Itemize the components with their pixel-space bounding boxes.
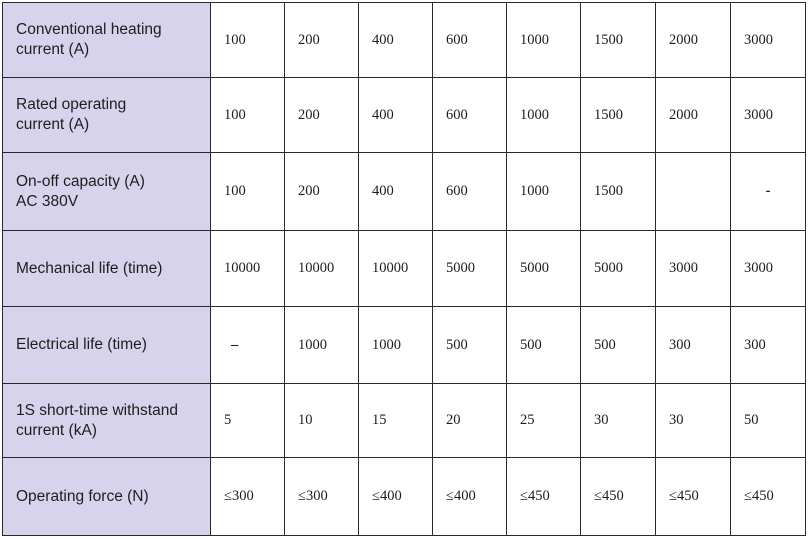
table-cell: 1500 (581, 3, 656, 78)
table-cell: 20 (433, 384, 507, 458)
row-header (3, 78, 211, 153)
table-cell: 400 (359, 3, 433, 78)
row-header (3, 231, 211, 307)
table-cell: 10000 (211, 231, 285, 307)
row-header-line: Operating force (N) (16, 487, 149, 505)
table-cell: 1500 (581, 153, 656, 231)
row-header-line: Mechanical life (time) (16, 259, 163, 277)
row-header-line: current (kA) (16, 421, 97, 439)
table-cell: 600 (433, 3, 507, 78)
spec-table-body (3, 3, 806, 536)
table-cell: 3000 (731, 3, 806, 78)
row-header (3, 3, 211, 78)
table-cell: 400 (359, 153, 433, 231)
table-cell: 400 (359, 78, 433, 153)
table-cell (656, 153, 731, 231)
table-cell: 500 (507, 307, 581, 384)
table-cell: 300 (656, 307, 731, 384)
table-cell: 5000 (433, 231, 507, 307)
table-cell: 200 (285, 78, 359, 153)
table-cell: ≤400 (359, 458, 433, 536)
table-cell: 300 (731, 307, 806, 384)
table-cell: 30 (581, 384, 656, 458)
table-cell: 25 (507, 384, 581, 458)
table-cell: 1000 (507, 3, 581, 78)
table-cell: ≤450 (731, 458, 806, 536)
table-cell: ≤450 (581, 458, 656, 536)
table-cell: ≤300 (285, 458, 359, 536)
row-header-line: On-off capacity (A) (16, 172, 145, 190)
row-header-line: current (A) (16, 116, 90, 133)
table-cell: 50 (731, 384, 806, 458)
table-cell: 5000 (507, 231, 581, 307)
table-cell: 600 (433, 153, 507, 231)
table-cell: – (211, 307, 285, 384)
row-header-line: 1S short-time withstand (16, 401, 178, 419)
table-cell: 10000 (359, 231, 433, 307)
table-cell: ≤300 (211, 458, 285, 536)
table-cell: 10 (285, 384, 359, 458)
table-cell: 100 (211, 3, 285, 78)
table-row (3, 78, 806, 153)
table-cell: 5000 (581, 231, 656, 307)
row-header-line: Electrical life (time) (16, 336, 147, 353)
table-cell: 1000 (507, 153, 581, 231)
table-cell: 500 (433, 307, 507, 384)
table-cell: ≤450 (507, 458, 581, 536)
table-cell: 200 (285, 153, 359, 231)
row-header (3, 458, 211, 536)
row-header-line: current (A) (16, 41, 90, 58)
table-cell: 100 (211, 78, 285, 153)
table-cell: 3000 (731, 231, 806, 307)
table-row (3, 458, 806, 536)
spec-table (2, 2, 806, 536)
table-cell: 3000 (731, 78, 806, 153)
table-cell: 500 (581, 307, 656, 384)
table-cell: 1500 (581, 78, 656, 153)
table-cell: 5 (211, 384, 285, 458)
table-cell: 100 (211, 153, 285, 231)
table-row (3, 3, 806, 78)
row-header-line: Rated operating (16, 96, 127, 113)
table-cell: 30 (656, 384, 731, 458)
table-cell: 2000 (656, 3, 731, 78)
table-cell: 2000 (656, 78, 731, 153)
row-header-line: AC 380V (16, 192, 79, 210)
table-cell: - (731, 153, 806, 231)
row-header (3, 307, 211, 384)
row-header (3, 153, 211, 231)
row-header (3, 384, 211, 458)
table-cell: 10000 (285, 231, 359, 307)
table-cell: 1000 (285, 307, 359, 384)
table-cell: 200 (285, 3, 359, 78)
table-cell: 600 (433, 78, 507, 153)
table-cell: 3000 (656, 231, 731, 307)
table-cell: ≤400 (433, 458, 507, 536)
table-cell: 1000 (507, 78, 581, 153)
table-row (3, 307, 806, 384)
table-row (3, 153, 806, 231)
table-row (3, 384, 806, 458)
table-row (3, 231, 806, 307)
table-cell: 1000 (359, 307, 433, 384)
row-header-line: Conventional heating (16, 21, 162, 38)
table-cell: ≤450 (656, 458, 731, 536)
table-cell: 15 (359, 384, 433, 458)
